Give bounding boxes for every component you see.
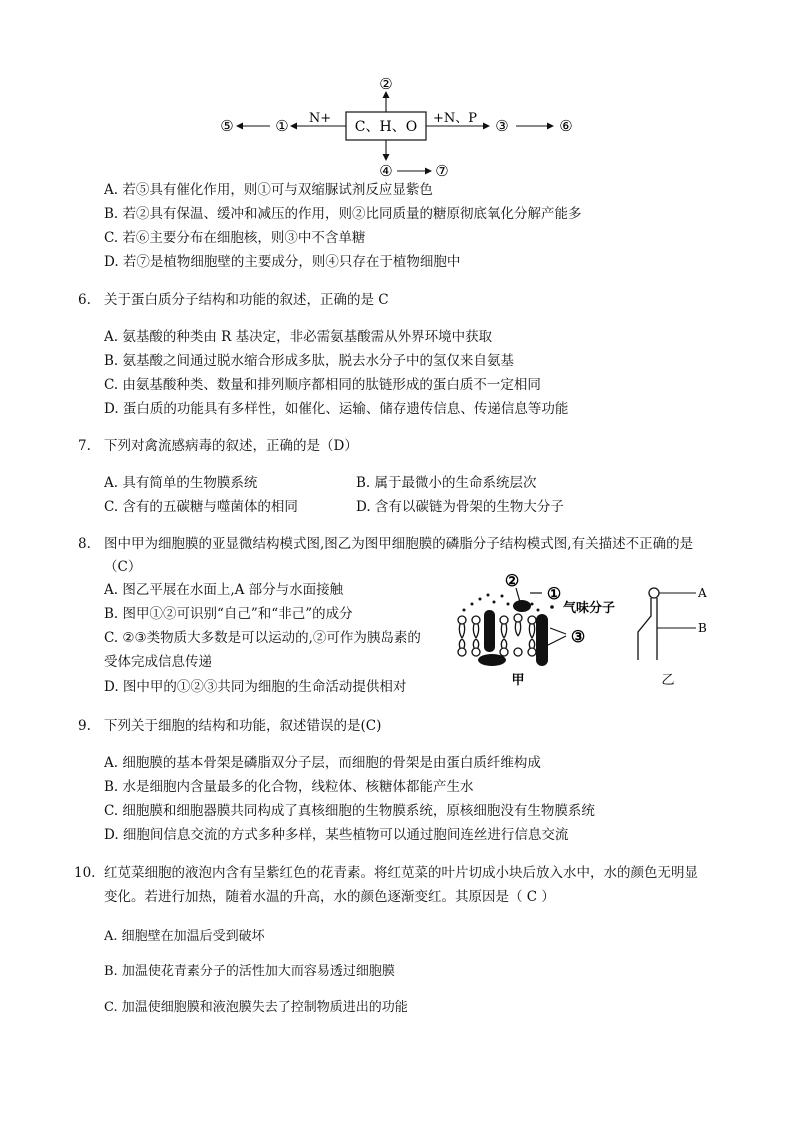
q10-stem-line2: 变化。若进行加热，随着水温的升高，水的颜色逐渐变红。其原因是（ C ） — [104, 889, 555, 905]
node-6: ⑥ — [559, 117, 573, 135]
q7-option-a: A. 具有简单的生物膜系统 — [104, 475, 258, 491]
fig-jia-label: 甲 — [511, 673, 525, 688]
q9-option-a: A. 细胞膜的基本骨架是磷脂双分子层，而细胞的骨架是由蛋白质纤维构成 — [104, 755, 541, 771]
q6-stem: 关于蛋白质分子结构和功能的叙述，正确的是 C — [104, 292, 389, 308]
q9-option-c: C. 细胞膜和细胞器膜共同构成了真核细胞的生物膜系统，原核细胞没有生物膜系统 — [104, 803, 595, 819]
q5-option-b: B. 若②具有保温、缓冲和减压的作用，则②比同质量的糖原彻底氧化分解产能多 — [104, 206, 582, 222]
node-4: ④ — [379, 162, 393, 180]
q6-number: 6. — [78, 292, 91, 308]
q8-option-c: C. ②③类物质大多数是可以运动的,②可作为胰岛素的 — [104, 630, 421, 646]
q10-stem-line1: 红苋菜细胞的液泡内含有呈紫红色的花青素。将红苋菜的叶片切成小块后放入水中，水的颜色无明显 — [104, 865, 698, 881]
q10-option-b: B. 加温使花青素分子的活性加大而容易透过细胞膜 — [104, 964, 395, 979]
center-box-label: C、H、O — [354, 119, 418, 135]
q5-option-d: D. 若⑦是植物细胞壁的主要成分，则④只存在于植物细胞中 — [104, 254, 461, 270]
node-7: ⑦ — [435, 162, 449, 180]
node-2: ② — [379, 75, 393, 93]
q7-stem: 下列对禽流感病毒的叙述，正确的是（D） — [104, 438, 358, 454]
q7-number: 7. — [78, 438, 91, 454]
compound-flow-diagram — [200, 72, 600, 182]
node-5: ⑤ — [220, 117, 234, 135]
q9-option-d: D. 细胞间信息交流的方式多种多样，某些植物可以通过胞间连丝进行信息交流 — [104, 827, 569, 843]
q9-option-b: B. 水是细胞内含量最多的化合物，线粒体、核糖体都能产生水 — [104, 779, 474, 795]
q6-option-a: A. 氨基酸的种类由 R 基决定，非必需氨基酸需从外界环境中获取 — [104, 329, 493, 345]
node-3: ③ — [495, 117, 509, 135]
q8-stem: 图中甲为细胞膜的亚显微结构模式图,图乙为图甲细胞膜的磷脂分子结构模式图,有关描述不正确的是 — [104, 536, 694, 552]
fig-yi-label: 乙 — [661, 673, 675, 688]
membrane-figure — [446, 566, 726, 690]
q5-option-c: C. 若⑥主要分布在细胞核，则③中不含单糖 — [104, 230, 366, 246]
q7-option-d: D. 含有以碳链为骨架的生物大分子 — [356, 499, 564, 515]
q6-option-d: D. 蛋白质的功能具有多样性，如催化、运输、储存遗传信息、传递信息等功能 — [104, 401, 569, 417]
q8-option-a: A. 图乙平展在水面上,A 部分与水面接触 — [104, 582, 344, 598]
q10-option-c: C. 加温使细胞膜和液泡膜失去了控制物质进出的功能 — [104, 1000, 408, 1015]
node-1: ① — [275, 117, 289, 135]
q8-option-d: D. 图中甲的①②③共同为细胞的生命活动提供相对 — [104, 679, 407, 695]
q6-option-b: B. 氨基酸之间通过脱水缩合形成多肽，脱去水分子中的氢仅来自氨基 — [104, 353, 515, 369]
q8-answer: （C） — [104, 559, 142, 575]
q10-number: 10. — [74, 865, 96, 881]
q10-option-a: A. 细胞壁在加温后受到破坏 — [104, 929, 265, 944]
q9-stem: 下列关于细胞的结构和功能，叙述错误的是(C) — [104, 718, 382, 734]
q8-option-b: B. 图甲①②可识别“自己”和“非己”的成分 — [104, 606, 353, 622]
q6-option-c: C. 由氨基酸种类、数量和排列顺序都相同的肽链形成的蛋白质不一定相同 — [104, 377, 541, 393]
left-arrow-label: N+ — [308, 111, 332, 126]
fig-label-2: ② — [504, 571, 520, 590]
fig-label-3: ③ — [570, 627, 586, 646]
q8-option-c-cont: 受体完成信息传递 — [104, 654, 212, 670]
fig-label-a: A — [698, 586, 707, 600]
q7-option-c: C. 含有的五碳糖与噬菌体的相同 — [104, 499, 298, 515]
q8-number: 8. — [78, 536, 91, 552]
fig-label-1: ① — [546, 584, 562, 603]
fig-smell-label: 气味分子 — [563, 601, 616, 616]
q9-number: 9. — [78, 718, 91, 734]
q5-option-a: A. 若⑤具有催化作用，则①可与双缩脲试剂反应显紫色 — [104, 182, 433, 198]
right-arrow-label: +N、P — [432, 111, 478, 126]
fig-label-b: B — [698, 621, 707, 635]
q7-option-b: B. 属于最微小的生命系统层次 — [356, 475, 537, 491]
